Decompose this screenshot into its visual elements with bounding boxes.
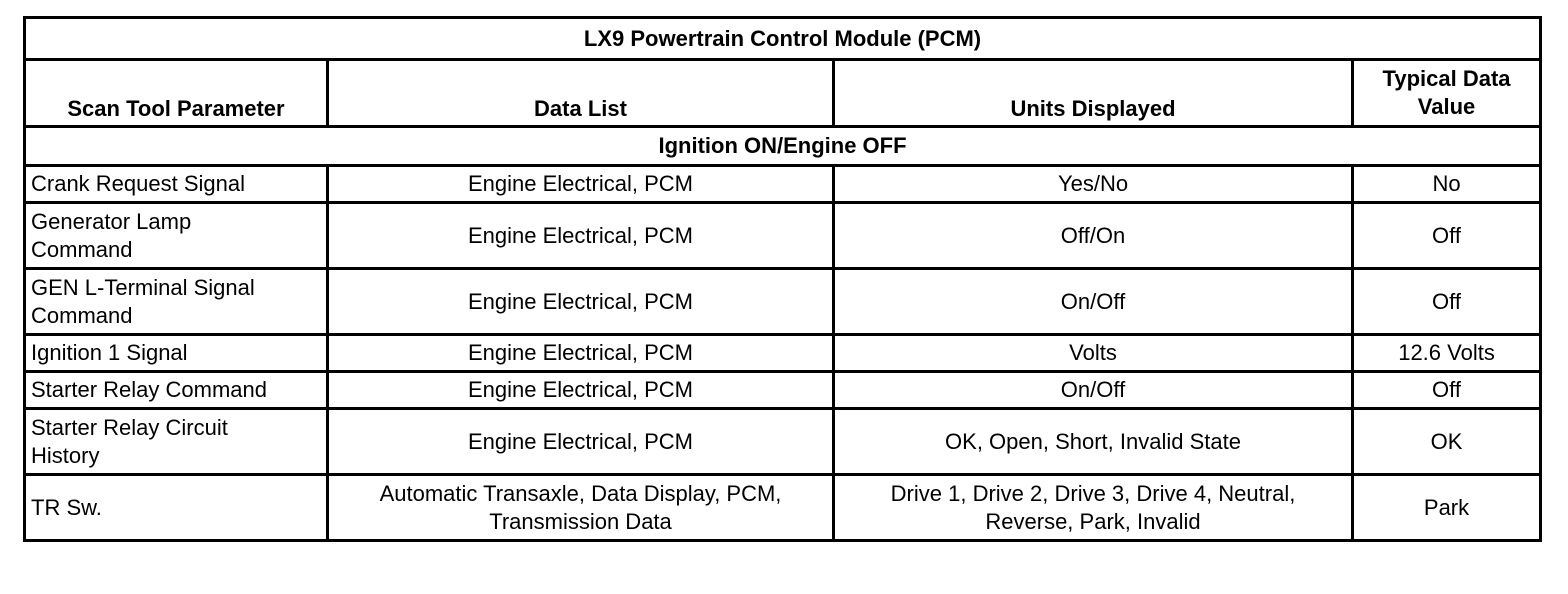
- table-row: [25, 475, 1541, 541]
- typical-value-cell: 12.6 Volts: [1353, 335, 1541, 372]
- table-title-row: [25, 18, 1541, 60]
- header-data-list: Data List: [328, 60, 834, 127]
- data-list-cell: [328, 475, 834, 541]
- parameter-cell: [25, 269, 328, 335]
- table-row: [25, 372, 1541, 409]
- data-list-text: Engine Electrical, PCM: [468, 288, 693, 314]
- data-list-text: Engine Electrical, PCM: [468, 340, 693, 365]
- table-title: LX9 Powertrain Control Module (PCM): [25, 18, 1541, 60]
- parameter-text: History: [31, 442, 100, 468]
- parameter-text: Starter Relay Command: [31, 377, 267, 402]
- typical-value-cell: Off: [1353, 372, 1541, 409]
- table-header-row: [25, 60, 1541, 127]
- typical-value-cell: Park: [1353, 475, 1541, 541]
- table-row: [25, 409, 1541, 475]
- data-list-text: Engine Electrical, PCM: [468, 377, 693, 402]
- pcm-data-table: [23, 16, 1542, 542]
- parameter-text: GEN L-Terminal Signal: [31, 274, 255, 300]
- units-text: On/Off: [1060, 288, 1126, 314]
- parameter-text: Command: [31, 236, 133, 262]
- data-list-cell: [328, 203, 834, 269]
- header-scan-tool-parameter: Scan Tool Parameter: [25, 60, 328, 127]
- typical-value-cell: OK: [1353, 409, 1541, 475]
- header-units-displayed: Units Displayed: [834, 60, 1353, 127]
- data-list-text: Automatic Transaxle, Data Display, PCM,: [379, 480, 782, 506]
- data-list-text: Transmission Data: [489, 508, 672, 534]
- data-list-text: Engine Electrical, PCM: [468, 222, 693, 248]
- parameter-text: Ignition 1 Signal: [31, 340, 188, 365]
- units-cell: [834, 372, 1353, 409]
- data-list-cell: [328, 166, 834, 203]
- header-typical-line-1: Typical Data: [1382, 66, 1511, 91]
- units-text: OK, Open, Short, Invalid State: [945, 428, 1241, 454]
- units-text: Volts: [1069, 340, 1117, 365]
- header-typical-data-value: [1353, 60, 1541, 127]
- units-text: Reverse, Park, Invalid: [985, 508, 1201, 534]
- parameter-text: Command: [31, 302, 133, 328]
- parameter-text: TR Sw.: [31, 494, 102, 520]
- section-row: [25, 127, 1541, 166]
- data-list-cell: [328, 372, 834, 409]
- units-cell: [834, 203, 1353, 269]
- units-cell: [834, 166, 1353, 203]
- parameter-text: Starter Relay Circuit: [31, 414, 228, 440]
- parameter-cell: [25, 203, 328, 269]
- data-list-text: Engine Electrical, PCM: [468, 428, 693, 454]
- parameter-cell: [25, 475, 328, 541]
- table-row: [25, 335, 1541, 372]
- units-cell: [834, 409, 1353, 475]
- units-text: Drive 1, Drive 2, Drive 3, Drive 4, Neutral,: [890, 480, 1296, 506]
- units-cell: [834, 475, 1353, 541]
- units-text: Off/On: [1060, 222, 1126, 248]
- parameter-cell: [25, 166, 328, 203]
- data-list-cell: [328, 269, 834, 335]
- typical-value-cell: No: [1353, 166, 1541, 203]
- table-row: [25, 269, 1541, 335]
- parameter-text: Crank Request Signal: [31, 171, 246, 196]
- units-text: Yes/No: [1057, 171, 1129, 196]
- units-cell: [834, 269, 1353, 335]
- header-typical-line-2: Value: [1417, 94, 1476, 119]
- parameter-text: Generator Lamp: [31, 208, 192, 234]
- table-row: [25, 166, 1541, 203]
- units-text: On/Off: [1060, 377, 1126, 402]
- typical-value-cell: Off: [1353, 269, 1541, 335]
- data-list-cell: [328, 409, 834, 475]
- data-list-cell: [328, 335, 834, 372]
- parameter-cell: [25, 335, 328, 372]
- data-list-text: Engine Electrical, PCM: [468, 171, 693, 196]
- units-cell: [834, 335, 1353, 372]
- table-row: [25, 203, 1541, 269]
- typical-value-cell: Off: [1353, 203, 1541, 269]
- section-heading: Ignition ON/Engine OFF: [25, 127, 1541, 166]
- parameter-cell: [25, 409, 328, 475]
- parameter-cell: [25, 372, 328, 409]
